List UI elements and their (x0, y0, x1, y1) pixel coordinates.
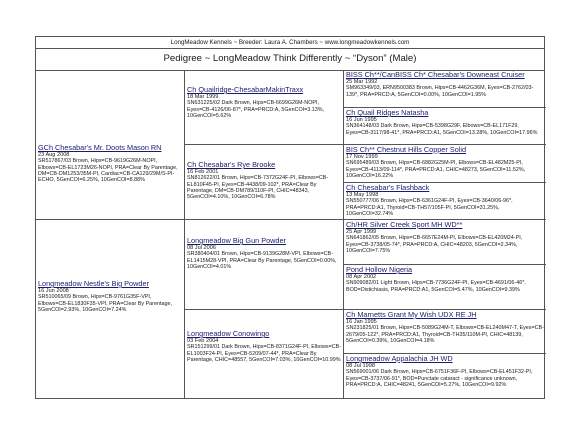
dog-name: Longmeadow Conowingo (187, 329, 270, 338)
dog-details: SN550777/06 Brown, Hips=CB-6361G24F-PI, Eyes=CB-3640/06-96*, PRA=PRCD:A1, Thyroid=CB-TH57/105F-PI, 5GenCOI=31.25%, 10GenCOI=32.74% (346, 198, 513, 217)
dog-birthdate: 03 Feb 2004 (187, 338, 219, 344)
page-title: Pedigree ~ LongMeadow Think Differently ~ “Dyson” (Male) (36, 48, 544, 71)
ancestor-cell (344, 354, 546, 399)
pedigree-sheet (35, 36, 545, 399)
ancestor-cell (344, 183, 546, 220)
dog-name: GCh Chesabar's Mr. Doots Mason RN (38, 143, 162, 152)
dog-details: SR517867/03 Brown, Hips=CB-9619G26M-NOPI, Elbows=CB-EL1723M26-NOPI, PRA=Clear By Parentage, DM=CB-DM1253/35M-PI, Cardiac=CB-CA129/29M/S-PI-ECHO, 5GenCOI=6.25%, 10GenCOI=8.88% (38, 158, 178, 183)
dog-name: Ch Marnetts Grant My Wish UDX RE JH (346, 310, 477, 319)
dog-birthdate: 25 Apr 1999 (346, 229, 377, 235)
dog-name: Longmeadow Big Gun Powder (187, 236, 286, 245)
ancestor-cell (344, 265, 546, 310)
dam-sire-cell (185, 220, 344, 310)
dog-details: SR380404/01 Brown, Hips=CB-9139G28M-VPI, Elbows=CB-EL1415M28-VPI, PRA=Clear By Parentage, 5GenCOI=0.00%, 10GenCOI=4.01% (187, 251, 337, 270)
dog-name: Ch Quail Ridges Natasha (346, 108, 429, 117)
dog-name: Ch/HR Silver Creek Sport MH WD** (346, 220, 463, 229)
dam-cell (36, 220, 185, 399)
dog-birthdate: 13 May 1998 (346, 192, 379, 198)
dog-birthdate: 25 Mar 1992 (346, 79, 378, 85)
dog-details: SN695489/03 Brown, Hips=CB-6882G25M-PI, Elbows=CB-EL482M25-PI, Eyes=CB-4113/09-114*, PRA=PRCD:A1, CHIC=48273, 5GenCOI=11.52%, 10GenCOI=16.22% (346, 160, 526, 179)
sire-cell (36, 70, 185, 220)
dam-dam-cell (185, 310, 344, 399)
ancestor-cell (344, 108, 546, 145)
dog-name: Ch Chesabar's Rye Brooke (187, 160, 276, 169)
dog-details: SN641862/05 Brown, Hips=CB-6657E24M-PI, Elbows=CB-EL420M24-PI, Eyes=CB-3738/05-74*, PRA=PRCD:A, CHIC=48203, 5GenCOI=2.34%, 10GenCOI=7.75% (346, 235, 523, 254)
dog-birthdate: 08 Jul 1998 (346, 363, 375, 369)
ancestor-cell (344, 70, 546, 108)
dog-details: SN231825/01 Brown, Hips=CB-5089G24M-T, Elbows=CB-EL240M47-T, Eyes=CB-2679/05-122*, PRA=PRCD:A1, Thyroid=CB-TH35/110M-PI, CHIC=48139, 5GenCOI=0.39%, 10GenCOI=4.18% (346, 325, 544, 344)
dog-name: BIS Ch** Chestnut Hills Copper Solid (346, 145, 467, 154)
dog-name: Longmeadow Appalachia JH WD (346, 354, 453, 363)
ancestor-cell (344, 310, 546, 354)
dog-name: BISS Ch**/CanBISS Ch* Chesabar's Downeast Cruiser (346, 70, 525, 79)
dog-details: SR510065/09 Brown, Hips=CB-9761G35F-VPI, Elbows=CB-EL1830F35-VPI, PRA=Clear By Parentage, 5GenCOI=2.93%, 10GenCOI=7.24% (38, 294, 172, 313)
dog-birthdate: 16 Feb 2001 (187, 169, 219, 175)
dog-birthdate: 08 Jul 2006 (187, 245, 216, 251)
sire-sire-cell (185, 70, 344, 145)
dog-name: Longmeadow Nestle's Big Powder (38, 279, 149, 288)
dog-birthdate: 16 Jun 1995 (346, 117, 377, 123)
ancestor-cell (344, 145, 546, 183)
dog-birthdate: 23 Aug 2008 (38, 152, 70, 158)
dog-details: SR151299/01 Dark Brown, Hips=CB-8371G24F-PI, Elbows=CB-EL1003F24-PI, Eyes=CB-5209/07-44*, PRA=Clear By Parentage, CHIC=48557, 5GenCOI=7.03%, 10GenCOI=10.99% (187, 344, 342, 363)
sire-dam-cell (185, 145, 344, 220)
dog-details: SN364148/03 Dark Brown, Hips=CB-5398G29F, Elbows=CB-EL171F29, Eyes=CB-3117/98-41*, PRA=PRCD:A1, 5GenCOI=13.28%, 10GenCOI=17.96% (346, 123, 538, 136)
dog-name: Pond Hollow Nigeria (346, 265, 413, 274)
dog-birthdate: 16 Jun 2008 (38, 288, 69, 294)
dog-details: SN812622/01 Brown, Hips=CB-7372G24F-PI, Elbows=CB-EL810F45-PI, Eyes=CB-4438/09-102*, PRA=Clear By Parentage, DM=CB-DM789/110F-PI, CHIC=48343, 5GenCOI=4.10%, 10GenCOI=6.78% (187, 175, 329, 200)
dog-details: SM963349/03, ERN9500383 Brown, Hips=CB-4462G36M, Eyes=CB-2762/03-139*, PRA=PRCD:A, 5GenCOI=0.00%, 10GenCOI=1.95% (346, 85, 534, 98)
dog-name: Ch Chesabar's Flashback (346, 183, 430, 192)
dog-details: SN631225/02 Dark Brown, Hips=CB-6699G26M-NOPI, Eyes=CB-4126/06-87*, PRA=PRCD:A, 5GenCOI=3.13%, 10GenCOI=5.62% (187, 100, 325, 119)
kennel-header: LongMeadow Kennels ~ Breeder: Laura A. Chambers ~ www.longmeadowkennels.com (36, 37, 544, 49)
ancestor-cell (344, 220, 546, 265)
dog-birthdate: 08 Apr 2002 (346, 274, 377, 280)
dog-birthdate: 17 Nov 1999 (346, 154, 378, 160)
dog-details: SN569001/06 Dark Brown, Hips=CB-6751F36F-PI, Elbows=CB-EL451F32-PI, Eyes=CB-3737/06-91*, BOD=Punctate cataract - significance unknown, PRA=PRCD:A, CHIC=48241, 5GenCOI=5.27%, 10GenCOI=9.92% (346, 369, 533, 388)
dog-name: Ch Quailridge-ChesabarMakinTraxx (187, 85, 304, 94)
pedigree-grid (36, 70, 544, 399)
dog-birthdate: 16 Jan 1995 (346, 319, 377, 325)
dog-details: SN909082/01 Light Brown, Hips=CB-7736G24F-PI, Eyes=CB-4691/06-46*, BOD=Distichiasis, PRA=PRCD:A1, 5GenCOI=5.47%, 10GenCOI=9.39% (346, 280, 526, 293)
dog-birthdate: 18 Mar 1999 (187, 94, 219, 100)
